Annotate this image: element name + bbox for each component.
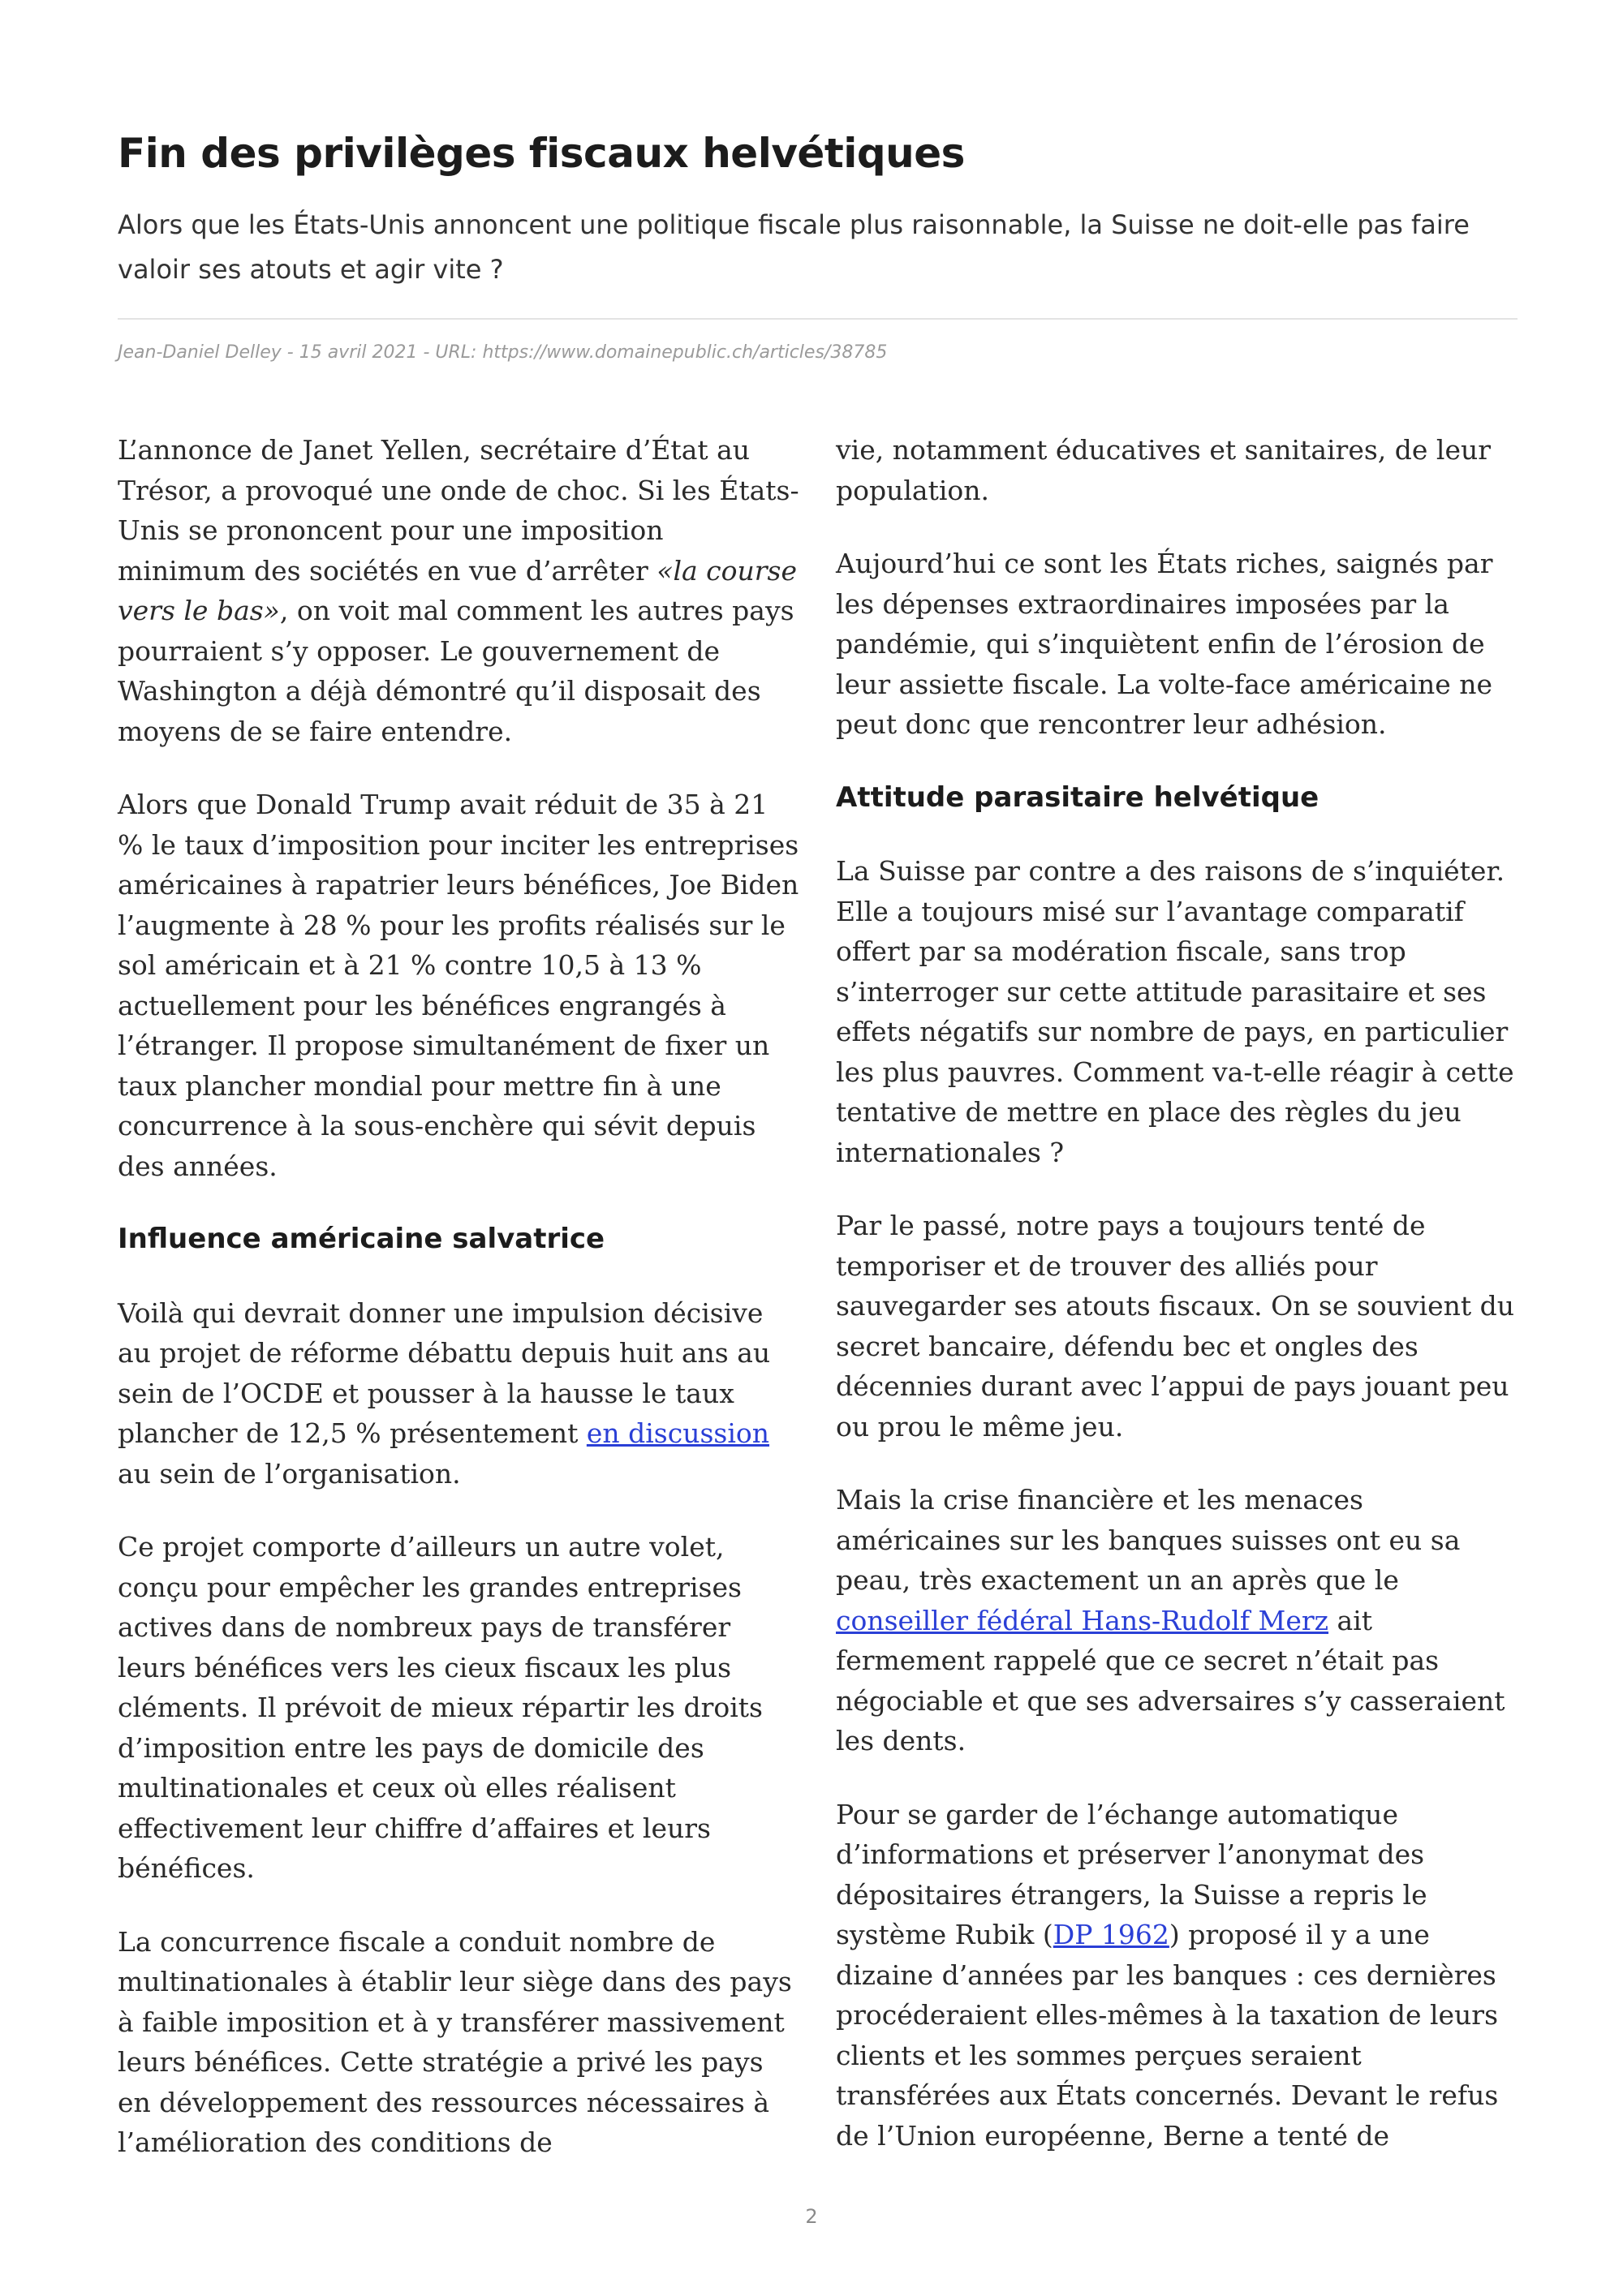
meta-date: 15 avril 2021 <box>299 342 418 363</box>
meta-author: Jean-Daniel Delley <box>118 342 282 363</box>
paragraph-text: ) proposé il y a une dizaine d’années par les banques : ces dernières procéderaient elles-mêmes à la taxation de leurs clients et les sommes perçues seraient transférées aux États concernés. Devant le refus de l’Union européenne, Berne a tenté de <box>836 1919 1499 2152</box>
paragraph <box>836 1480 1518 1761</box>
paragraph: La Suisse par contre a des raisons de s’inquiéter. Elle a toujours misé sur l’avantage comparatif offert par sa modération fiscale, sans trop s’interroger sur cette attitude parasitaire et ses effets négatifs sur nombre de pays, en particulier les plus pauvres. Comment va-t-elle réagir à cette tentative de mettre en place des règles du jeu internationales ? <box>836 855 1514 1168</box>
link-en-discussion[interactable]: en discussion <box>586 1417 770 1449</box>
paragraph: Alors que Donald Trump avait réduit de 35 à 21 % le taux d’imposition pour inciter les entreprises américaines à rapatrier leurs bénéfices, Joe Biden l’augmente à 28 % pour les profits réalisés sur le sol américain et à 21 % contre 10,5 à 13 % actuellement pour les bénéfices engrangés à l’étranger. Il propose simultanément de fixer un taux plancher mondial pour mettre fin à une concurrence à la sous-enchère qui sévit depuis des années. <box>118 789 799 1182</box>
section-heading: Attitude parasitaire helvétique <box>836 780 1319 814</box>
paragraph: Aujourd’hui ce sont les États riches, saignés par les dépenses extraordinaires imposées par la pandémie, qui s’inquiètent enfin de l’érosion de leur assiette fiscale. La volte-face américaine ne peut donc que rencontrer leur adhésion. <box>836 548 1493 740</box>
paragraph: La concurrence fiscale a conduit nombre de multinationales à établir leur siège dans des pays à faible imposition et à y transférer massivement leurs bénéfices. Cette stratégie a privé les pays en développement des ressources nécessaires à l’amélioration des conditions de <box>118 1925 792 2158</box>
paragraph: vie, notamment éducatives et sanitaires, de leur population. <box>836 434 1492 506</box>
paragraph-text: , on voit mal comment les autres pays pourraient s’y opposer. Le gouvernement de Washington a déjà démontré qu’il disposait des moyens de se faire entendre. <box>118 595 794 747</box>
paragraph <box>836 1795 1518 2156</box>
article-subtitle: Alors que les États-Unis annoncent une politique fiscale plus raisonnable, la Suisse ne doit-elle pas faire valoir ses atouts et agir vite ? <box>118 209 1470 285</box>
paragraph-text: Mais la crise financière et les menaces américaines sur les banques suisses ont eu sa peau, très exactement un an après que le <box>836 1484 1461 1596</box>
meta-url-label: URL: <box>435 342 483 363</box>
link-dp-1962[interactable]: DP 1962 <box>1053 1919 1169 1950</box>
meta-url: https://www.domainepublic.ch/articles/38785 <box>482 342 888 363</box>
left-column <box>118 430 799 2196</box>
meta-separator: - <box>417 342 436 363</box>
paragraph <box>118 1293 799 1494</box>
paragraph <box>118 430 799 751</box>
article-title: Fin des privilèges fiscaux helvétiques <box>118 130 965 177</box>
header-divider <box>118 318 1518 320</box>
paragraph-text: L’annonce de Janet Yellen, secrétaire d’État au Trésor, a provoqué une onde de choc. Si les États-Unis se prononcent pour une imposition minimum des sociétés en vue d’arrêter <box>118 434 799 587</box>
paragraph: Ce projet comporte d’ailleurs un autre volet, conçu pour empêcher les grandes entreprises actives dans de nombreux pays de transférer leurs bénéfices vers les cieux fiscaux les plus cléments. Il prévoit de mieux répartir les droits d’imposition entre les pays de domicile des multinationales et ceux où elles réalisent effectivement leur chiffre d’affaires et leurs bénéfices. <box>118 1531 763 1884</box>
paragraph: Par le passé, notre pays a toujours tenté de temporiser et de trouver des alliés pour sauvegarder ses atouts fiscaux. On se souvient du secret bancaire, défendu bec et ongles des décennies durant avec l’appui de pays jouant peu ou prou le même jeu. <box>836 1210 1515 1443</box>
paragraph-text: au sein de l’organisation. <box>118 1457 461 1490</box>
article-meta <box>118 342 887 363</box>
page-number: 2 <box>805 2205 818 2228</box>
paragraph-text: ait fermement rappelé que ce secret n’était pas négociable et que ses adversaires s’y casseraient les dents. <box>836 1604 1505 1756</box>
quoted-phrase: «la course vers le bas» <box>118 554 798 626</box>
section-heading: Influence américaine salvatrice <box>118 1223 605 1255</box>
right-column <box>836 430 1518 2189</box>
paragraph-text: Voilà qui devrait donner une impulsion décisive au projet de réforme débattu depuis huit ans au sein de l’OCDE et pousser à la hausse le taux plancher de 12,5 % présentement <box>118 1296 771 1449</box>
link-conseiller-federal[interactable]: conseiller fédéral Hans-Rudolf Merz <box>836 1604 1329 1636</box>
paragraph-text: Pour se garder de l’échange automatique d’informations et préserver l’anonymat des dépositaires étrangers, la Suisse a repris le système Rubik ( <box>836 1798 1427 1950</box>
meta-separator: - <box>281 342 299 363</box>
